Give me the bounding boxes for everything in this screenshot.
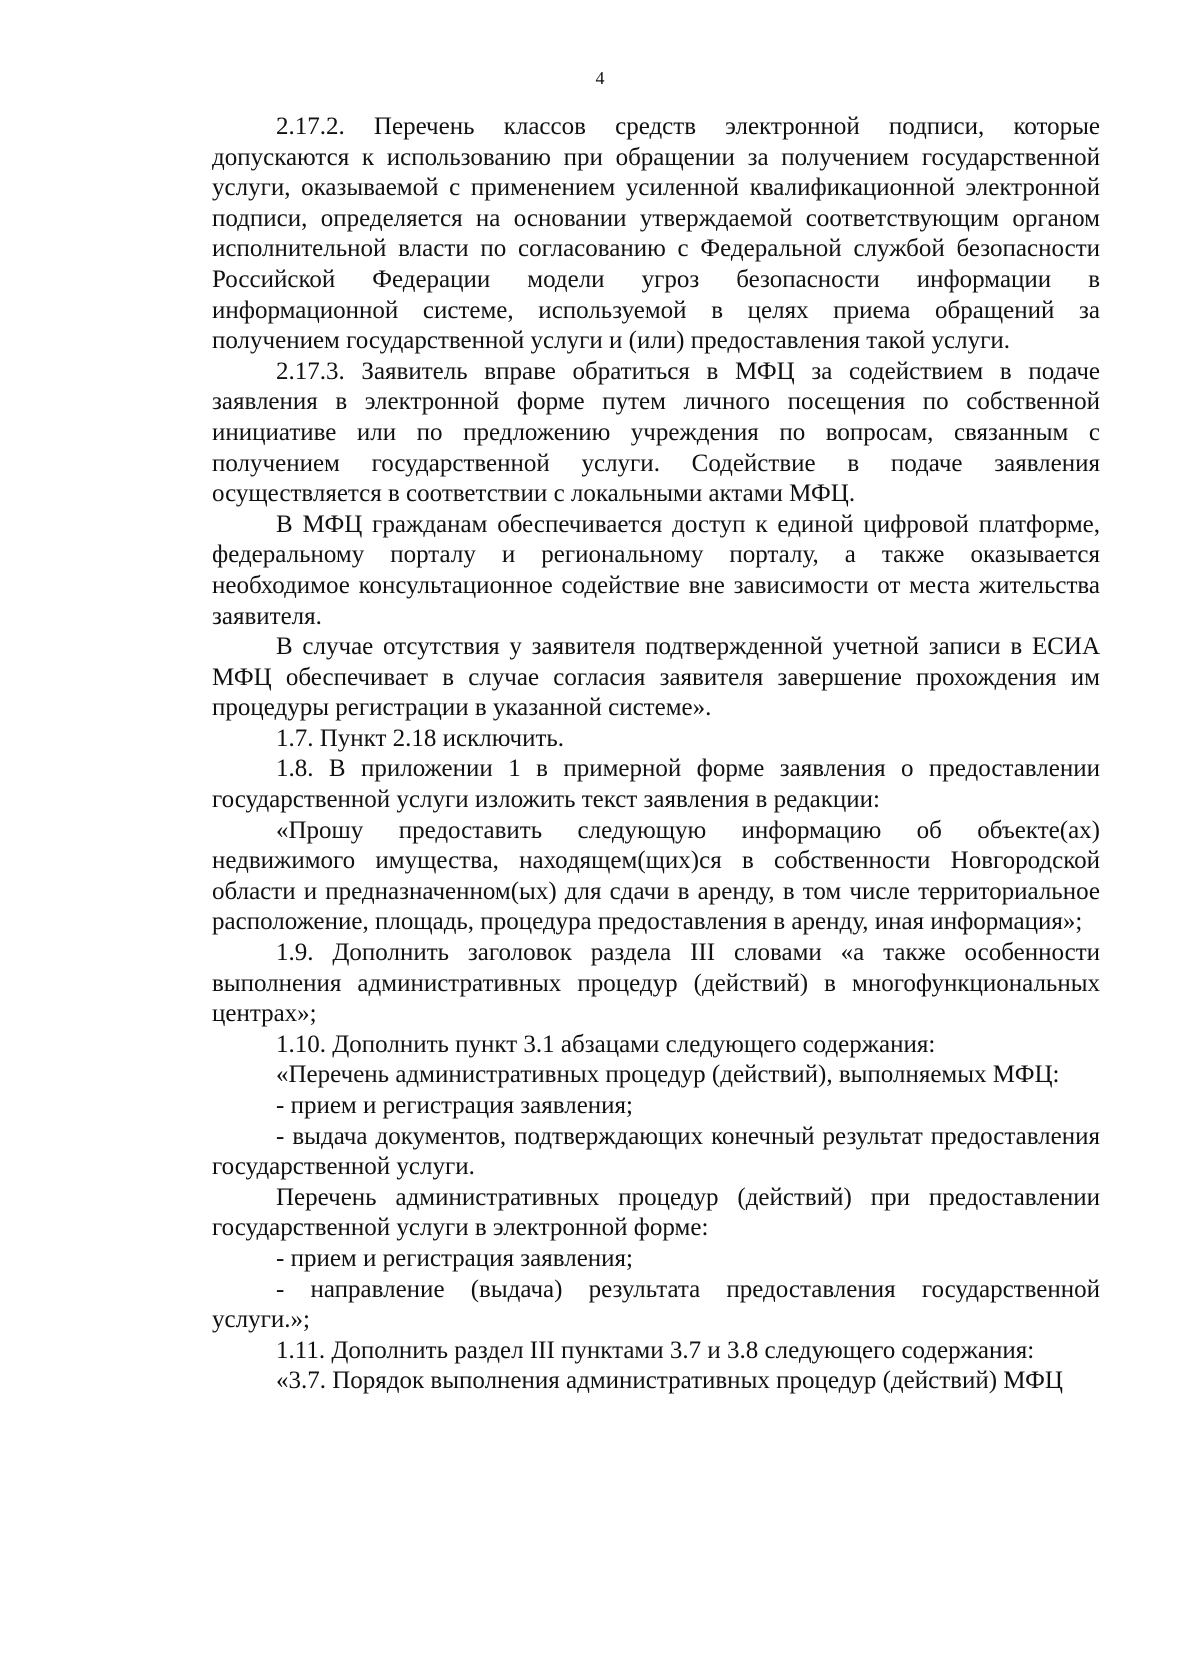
paragraph-1-7: 1.7. Пункт 2.18 исключить. bbox=[276, 724, 565, 752]
list-item-reception-electronic: - прием и регистрация заявления; bbox=[276, 1244, 634, 1272]
paragraph-1-10: 1.10. Дополнить пункт 3.1 абзацами следующего содержания: bbox=[276, 1030, 936, 1058]
page-number: 4 bbox=[595, 68, 605, 88]
list-item-result-direction: - направление (выдача) результата предоставления государственной услуги.»; bbox=[212, 1275, 1100, 1334]
paragraph-electronic-procedures: Перечень административных процедур (действий) при предоставлении государственной услуги в электронной форме: bbox=[212, 1183, 1100, 1242]
paragraph-mfc-access: В МФЦ гражданам обеспечивается доступ к единой цифровой платформе, федеральному порталу и региональному порталу, а также оказывается необходимое консультационное содействие вне зависимости от места жительства заявителя. bbox=[212, 510, 1100, 630]
list-item-issuance: - выдача документов, подтверждающих конечный результат предоставления государственной услуги. bbox=[212, 1122, 1100, 1181]
paragraph-1-11: 1.11. Дополнить раздел III пунктами 3.7 и 3.8 следующего содержания: bbox=[276, 1336, 1035, 1364]
paragraph-request-text: «Прошу предоставить следующую информацию об объекте(ах) недвижимого имущества, находящем(щих)ся в собственности Новгородской области и предназначенном(ых) для сдачи в аренду, в том числе территориальное расположение, площадь, процедура предоставления в аренду, иная информация»; bbox=[212, 816, 1100, 936]
paragraph-1-8: 1.8. В приложении 1 в примерной форме заявления о предоставлении государственной услуги изложить текст заявления в редакции: bbox=[212, 755, 1100, 814]
paragraph-3-7: «3.7. Порядок выполнения административных процедур (действий) МФЦ bbox=[276, 1367, 1063, 1395]
paragraph-mfc-procedures: «Перечень административных процедур (действий), выполняемых МФЦ: bbox=[276, 1061, 1060, 1089]
list-item-reception: - прием и регистрация заявления; bbox=[276, 1092, 634, 1119]
paragraph-esia: В случае отсутствия у заявителя подтвержденной учетной записи в ЕСИА МФЦ обеспечивает в случае согласия заявителя завершение прохождения им процедуры регистрации в указанной системе». bbox=[212, 633, 1100, 722]
document-body bbox=[212, 112, 1100, 1397]
paragraph-2-17-2: 2.17.2. Перечень классов средств электронной подписи, которые допускаются к использованию при обращении за получением государственной услуги, оказываемой с применением усиленной квалификационной электронной подписи, определяется на основании утверждаемой соответствующим органом исполнительной власти по согласованию с Федеральной службой безопасности Российской Федерации модели угроз безопасности информации в информационной системе, используемой в целях приема обращений за получением государственной услуги и (или) предоставления такой услуги. bbox=[212, 113, 1100, 355]
paragraph-1-9: 1.9. Дополнить заголовок раздела III словами «а также особенности выполнения административных процедур (действий) в многофункциональных центрах»; bbox=[212, 939, 1100, 1028]
paragraph-2-17-3: 2.17.3. Заявитель вправе обратиться в МФЦ за содействием в подаче заявления в электронной форме путем личного посещения по собственной инициативе или по предложению учреждения по вопросам, связанным с получением государственной услуги. Содействие в подаче заявления осуществляется в соответствии с локальными актами МФЦ. bbox=[212, 357, 1100, 508]
